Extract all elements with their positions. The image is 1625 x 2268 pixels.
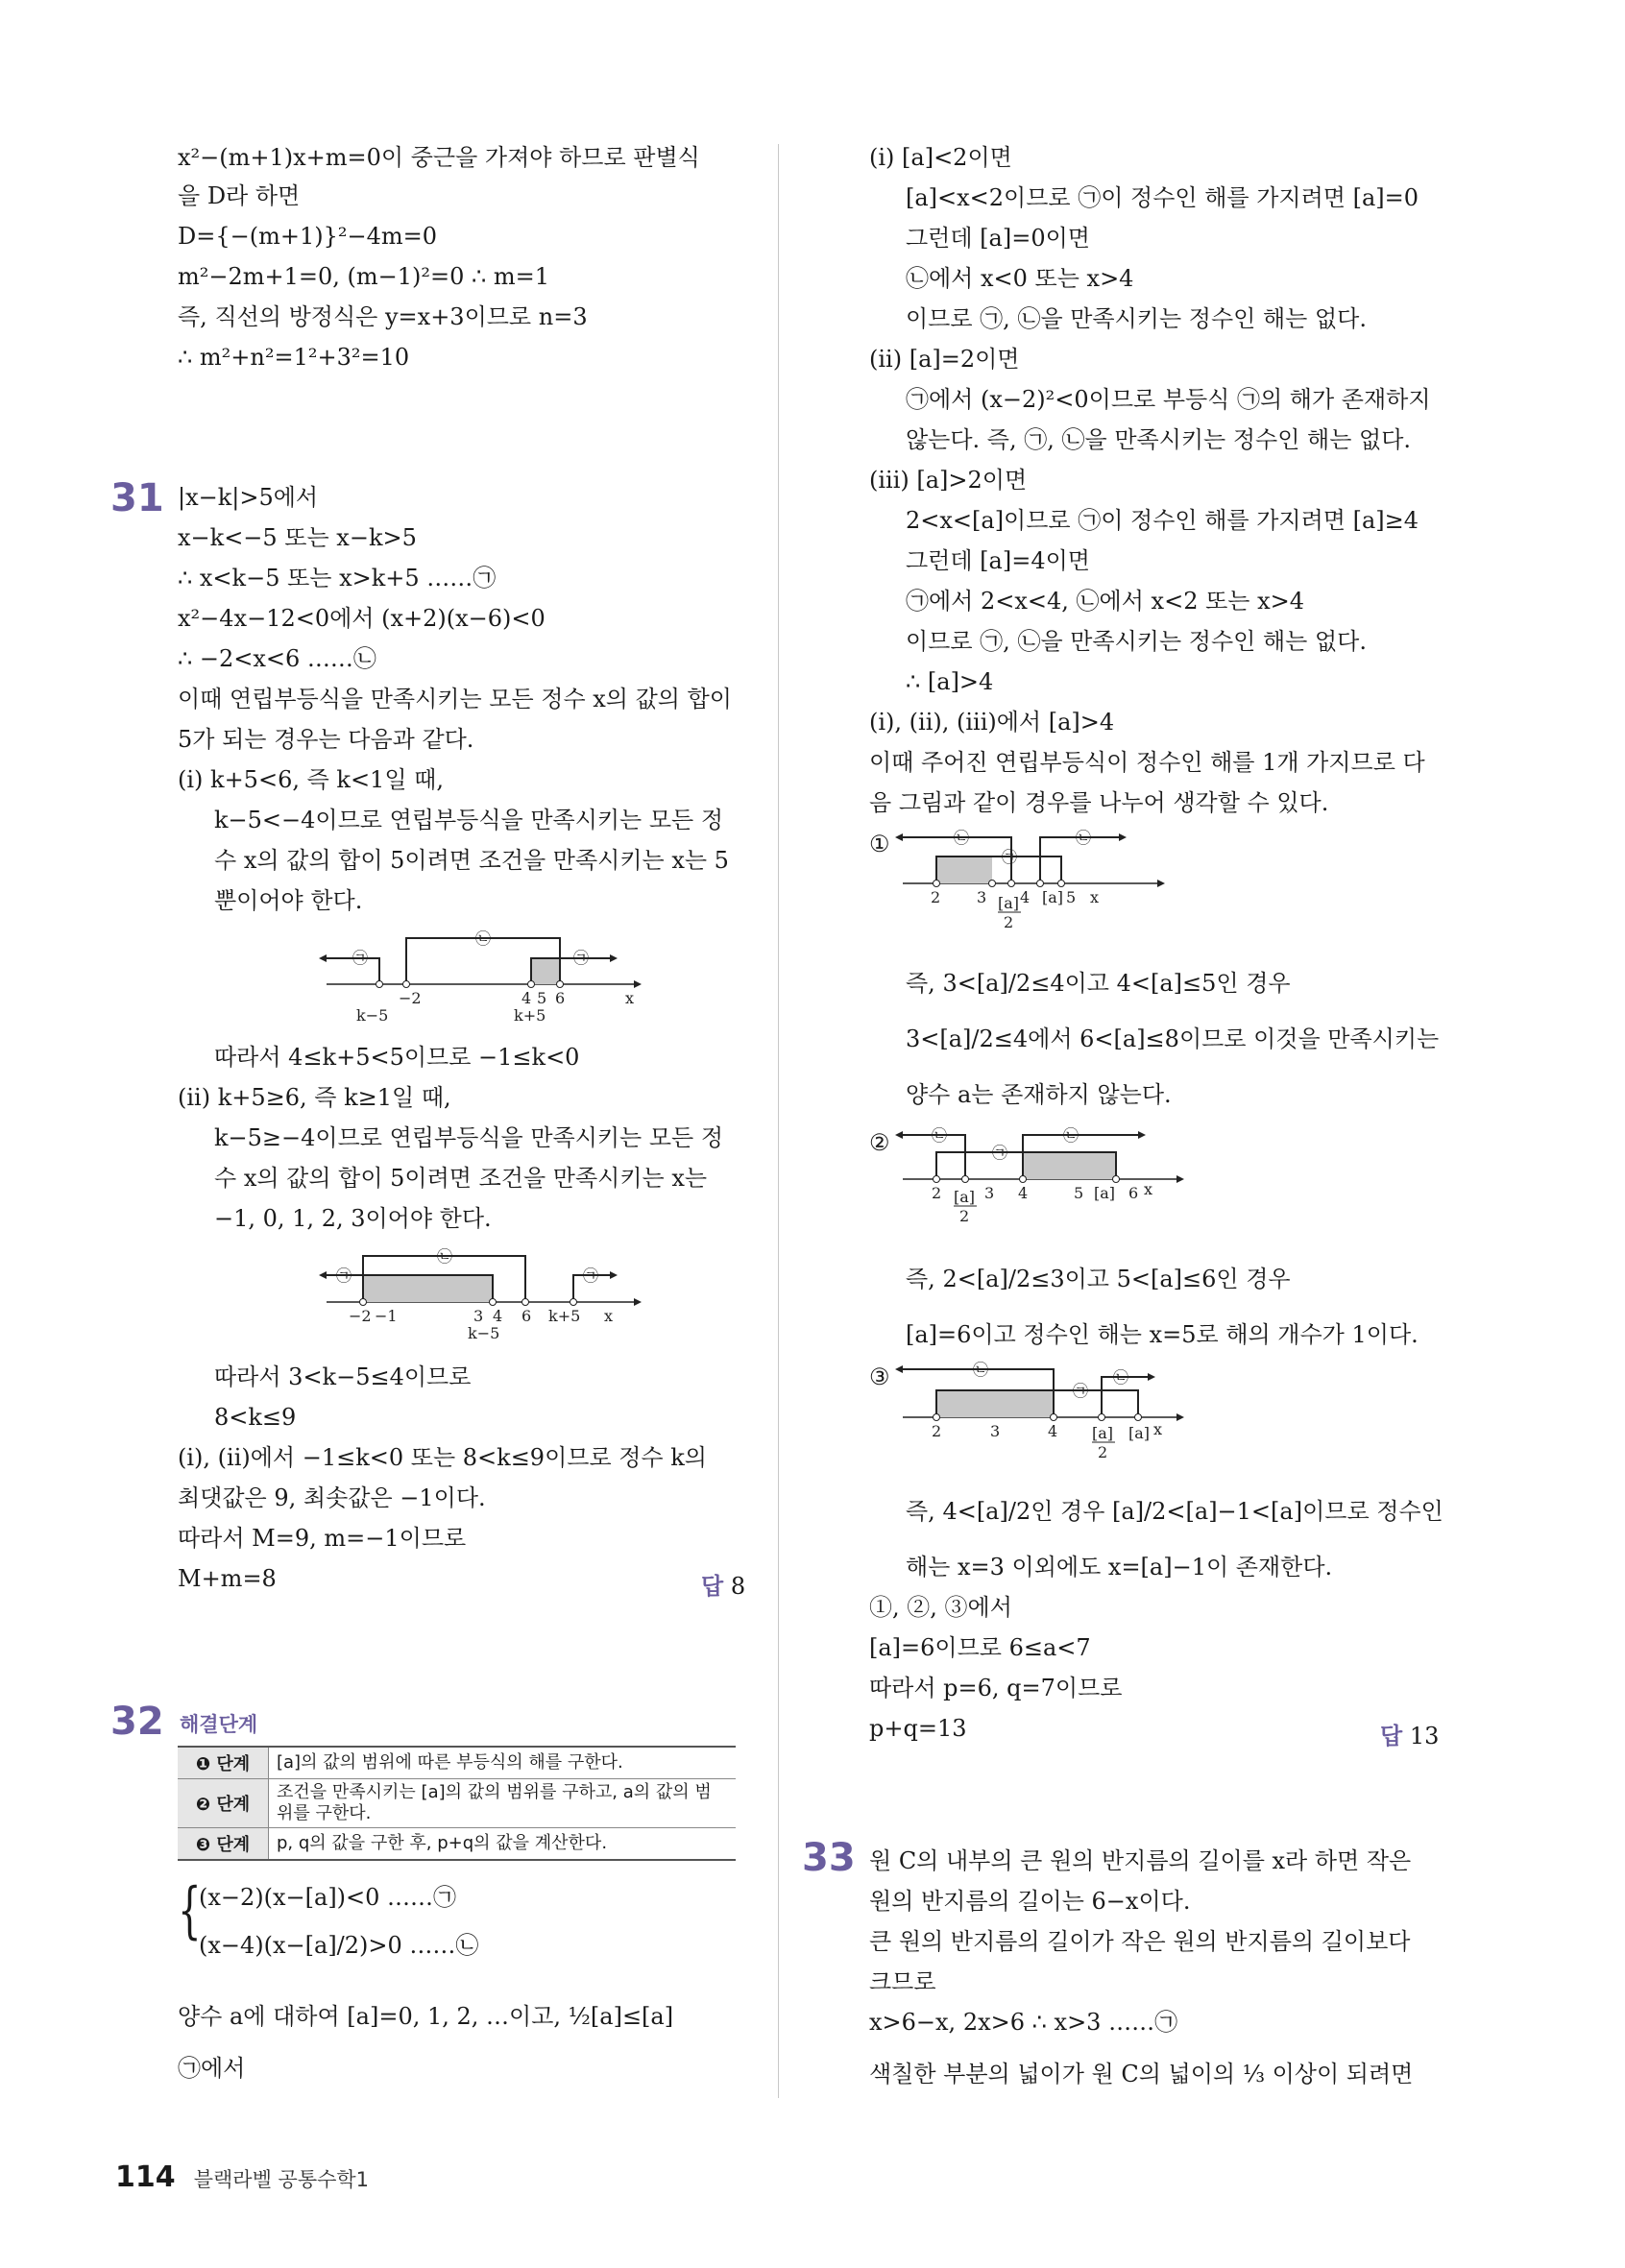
circle-label: ㉠ [336,1267,352,1285]
text-line: 3<[a]/2≤4에서 6<[a]≤8이므로 이것을 만족시키는 [906,1025,1440,1052]
text-line: 수 x의 값의 합이 5이려면 조건을 만족시키는 x는 [214,1165,708,1192]
solution-steps-table [178,1746,736,1861]
axis-label: x [604,1307,614,1325]
answer-31 [701,1567,745,1601]
tick-label: −2 [399,989,422,1007]
tick-label: 2 [959,1207,970,1225]
tick-label: 4 [1048,1422,1058,1440]
text-line: p+q=13 [869,1715,967,1742]
circle-label: ㉠ [1002,848,1018,866]
text-line: (i) [a]<2이면 [869,144,1012,171]
text-line: 음 그림과 같이 경우를 나누어 생각할 수 있다. [869,789,1329,816]
circle-label: ㉡ [475,929,492,948]
text-line: ㉠에서 [178,2055,246,2082]
step-number: ❷ 단계 [178,1779,269,1828]
text-line: 따라서 p=6, q=7이므로 [869,1675,1123,1701]
step-description: 조건을 만족시키는 [a]의 값의 범위를 구하고, a의 값의 범위를 구한다. [269,1779,737,1828]
tick-label: 3 [984,1184,995,1202]
text-line: 따라서 M=9, m=−1이므로 [178,1525,467,1552]
text-line: 따라서 4≤k+5<5이므로 −1≤k<0 [214,1044,580,1071]
answer-32 [1380,1717,1439,1750]
number-line-case2 [322,1246,648,1342]
text-line: 즉, 4<[a]/2인 경우 [a]/2<[a]−1<[a]이므로 정수인 [906,1498,1443,1525]
number-line-case-2 [898,1123,1186,1229]
text-line: 이므로 ㉠, ㉡을 만족시키는 정수인 해는 없다. [906,628,1367,655]
step-number: ❸ 단계 [178,1828,269,1861]
tick-label: 2 [931,888,941,906]
text-line: (i), (ii), (iii)에서 [a]>4 [869,709,1115,736]
text-line: k−5≥−4이므로 연립부등식을 만족시키는 모든 정 [214,1124,724,1151]
text-line: ∴ −2<x<6 ……㉡ [178,645,376,672]
text-line: 양수 a는 존재하지 않는다. [906,1081,1172,1108]
circle-label: ㉡ [1113,1368,1129,1387]
answer-label: 답 [1380,1723,1403,1749]
tick-label: 4 [1020,888,1031,906]
tick-label: 3 [473,1307,484,1325]
text-line: (iii) [a]>2이면 [869,467,1028,494]
tick-label: 4 [521,989,532,1007]
tick-label: k−5 [356,1006,389,1025]
circle-label: ㉠ [1073,1382,1089,1400]
circle-label: ㉡ [973,1361,989,1379]
text-line: M+m=8 [178,1565,277,1592]
text-line: x>6−x, 2x>6 ∴ x>3 ……㉠ [869,2009,1178,2036]
text-line: 이므로 ㉠, ㉡을 만족시키는 정수인 해는 없다. [906,305,1367,332]
tick-label: 5 [1066,888,1077,906]
tick-label: [a] [998,894,1020,912]
text-line: 따라서 3<k−5≤4이므로 [214,1363,472,1390]
circle-label: ㉠ [583,1267,599,1285]
text-line: ㉠에서 (x−2)²<0이므로 부등식 ㉠의 해가 존재하지 [906,386,1431,413]
answer-label: 답 [701,1573,724,1600]
answer-value: 8 [730,1573,746,1600]
text-line: 5가 되는 경우는 다음과 같다. [178,726,474,753]
text-line: −1, 0, 1, 2, 3이어야 한다. [214,1205,492,1232]
text-line: 그런데 [a]=4이면 [906,547,1090,574]
case-marker: ③ [869,1363,890,1390]
tick-label: 6 [521,1307,532,1325]
text-line: (ii) k+5≥6, 즉 k≥1일 때, [178,1084,451,1111]
tick-label: [a] [1094,1184,1116,1202]
case-marker: ① [869,831,890,857]
case-marker: ② [869,1129,890,1156]
tick-label: 6 [1128,1184,1139,1202]
step-row [178,1747,736,1779]
text-line: 양수 a에 대하여 [a]=0, 1, 2, …이고, ½[a]≤[a] [178,2003,674,2030]
text-line: [a]<x<2이므로 ㉠이 정수인 해를 가지려면 [a]=0 [906,184,1419,211]
axis-label: x [625,989,635,1007]
text-line: 않는다. 즉, ㉠, ㉡을 만족시키는 정수인 해는 없다. [906,426,1412,453]
circle-label: ㉡ [1063,1126,1079,1145]
tick-label: [a] [1092,1424,1114,1442]
text-line: 크므로 [869,1968,936,1995]
circle-label: ㉠ [573,949,590,967]
tick-label: 6 [555,989,566,1007]
circle-label: ㉡ [1076,829,1092,847]
system-line: (x−2)(x−[a])<0 ……㉠ [199,1884,457,1911]
text-line: 즉, 직선의 방정식은 y=x+3이므로 n=3 [178,303,588,330]
text-line: 즉, 3<[a]/2≤4이고 4<[a]≤5인 경우 [906,970,1291,997]
text-line: (i), (ii)에서 −1≤k<0 또는 8<k≤9이므로 정수 k의 [178,1444,707,1471]
text-line: 큰 원의 반지름의 길이가 작은 원의 반지름의 길이보다 [869,1928,1411,1955]
circle-label: ㉡ [954,829,970,847]
tick-label: 5 [537,989,547,1007]
text-line: [a]=6이고 정수인 해는 x=5로 해의 개수가 1이다. [906,1321,1419,1348]
tick-label: k−5 [468,1324,500,1342]
page-footer [115,2160,369,2194]
text-line: 색칠한 부분의 넓이가 원 C의 넓이의 ⅓ 이상이 되려면 [869,2061,1414,2087]
number-line-case-3 [898,1358,1186,1463]
number-line-case1 [322,925,648,1025]
step-description: p, q의 값을 구한 후, p+q의 값을 계산한다. [269,1828,737,1861]
tick-label: [a] [1128,1424,1151,1442]
tick-label: 2 [932,1184,942,1202]
circle-label: ㉡ [932,1126,948,1145]
tick-label: 4 [1018,1184,1029,1202]
tick-label: −1 [375,1307,398,1325]
text-line: |x−k|>5에서 [178,484,319,511]
text-line: [a]=6이므로 6≤a<7 [869,1634,1091,1661]
text-line: 8<k≤9 [214,1404,297,1431]
text-line: 2<x<[a]이므로 ㉠이 정수인 해를 가지려면 [a]≥4 [906,507,1419,534]
step-description: [a]의 값의 범위에 따른 부등식의 해를 구한다. [269,1747,737,1779]
axis-label: x [1144,1180,1153,1198]
text-line: ∴ x<k−5 또는 x>k+5 ……㉠ [178,565,497,591]
tick-label: k+5 [514,1006,546,1025]
solution-steps-title: 해결단계 [180,1713,258,1736]
text-line: ∴ [a]>4 [906,668,994,695]
axis-label: x [1090,888,1100,906]
text-line: 원의 반지름의 길이는 6−x이다. [869,1888,1191,1915]
step-number: ❶ 단계 [178,1747,269,1779]
tick-label: [a] [954,1188,976,1206]
answer-value: 13 [1409,1723,1440,1749]
problem-number-32: 32 [110,1700,164,1744]
text-line: 즉, 2<[a]/2≤3이고 5<[a]≤6인 경우 [906,1266,1291,1292]
text-line: x²−(m+1)x+m=0이 중근을 가져야 하므로 판별식 [178,144,700,171]
system-line: (x−4)(x−[a]/2)>0 ……㉡ [199,1932,479,1959]
text-line: 이때 연립부등식을 만족시키는 모든 정수 x의 값의 합이 [178,686,732,712]
problem-number-31: 31 [110,476,164,520]
text-line: 원 C의 내부의 큰 원의 반지름의 길이를 x라 하면 작은 [869,1847,1412,1874]
text-line: 해는 x=3 이외에도 x=[a]−1이 존재한다. [906,1554,1333,1580]
tick-label: 4 [493,1307,503,1325]
text-line: 을 D라 하면 [178,182,301,209]
step-row [178,1779,736,1828]
circle-label: ㉠ [992,1144,1008,1162]
tick-label: 2 [1098,1443,1108,1461]
tick-label: 3 [977,888,987,906]
book-title: 블랙라벨 공통수학1 [193,2168,370,2191]
text-line: x−k<−5 또는 x−k>5 [178,524,417,551]
tick-label: 2 [1004,913,1014,931]
step-row [178,1828,736,1861]
text-line: m²−2m+1=0, (m−1)²=0 ∴ m=1 [178,263,550,290]
text-line: (i) k+5<6, 즉 k<1일 때, [178,766,444,793]
tick-label: 3 [990,1422,1001,1440]
text-line: ∴ m²+n²=1²+3²=10 [178,344,410,371]
text-line: 수 x의 값의 합이 5이려면 조건을 만족시키는 x는 5 [214,847,729,874]
text-line: 그런데 [a]=0이면 [906,225,1090,252]
circle-label: ㉠ [352,949,369,967]
text-line: 뿐이어야 한다. [214,887,363,914]
problem-number-33: 33 [802,1836,856,1880]
page-number: 114 [115,2160,176,2194]
text-line: 최댓값은 9, 최솟값은 −1이다. [178,1484,486,1511]
text-line: x²−4x−12<0에서 (x+2)(x−6)<0 [178,605,546,632]
tick-label: 5 [1074,1184,1084,1202]
system-brace: { [178,1875,202,1946]
number-line-case-1 [898,824,1186,929]
tick-label: k+5 [548,1307,581,1325]
text-line: k−5<−4이므로 연립부등식을 만족시키는 모든 정 [214,807,724,833]
text-line: ㉠에서 2<x<4, ㉡에서 x<2 또는 x>4 [906,588,1304,615]
text-line: 이때 주어진 연립부등식이 정수인 해를 1개 가지므로 다 [869,749,1425,776]
text-line: ㉡에서 x<0 또는 x>4 [906,265,1134,292]
text-line: D={−(m+1)}²−4m=0 [178,223,437,250]
text-line: ①, ②, ③에서 [869,1594,1012,1621]
circle-label: ㉡ [437,1247,453,1266]
tick-label: 2 [932,1422,942,1440]
tick-label: −2 [349,1307,372,1325]
axis-label: x [1153,1420,1163,1438]
tick-label: [a] [1042,888,1064,906]
text-line: (ii) [a]=2이면 [869,346,1020,373]
column-divider [778,144,779,2098]
